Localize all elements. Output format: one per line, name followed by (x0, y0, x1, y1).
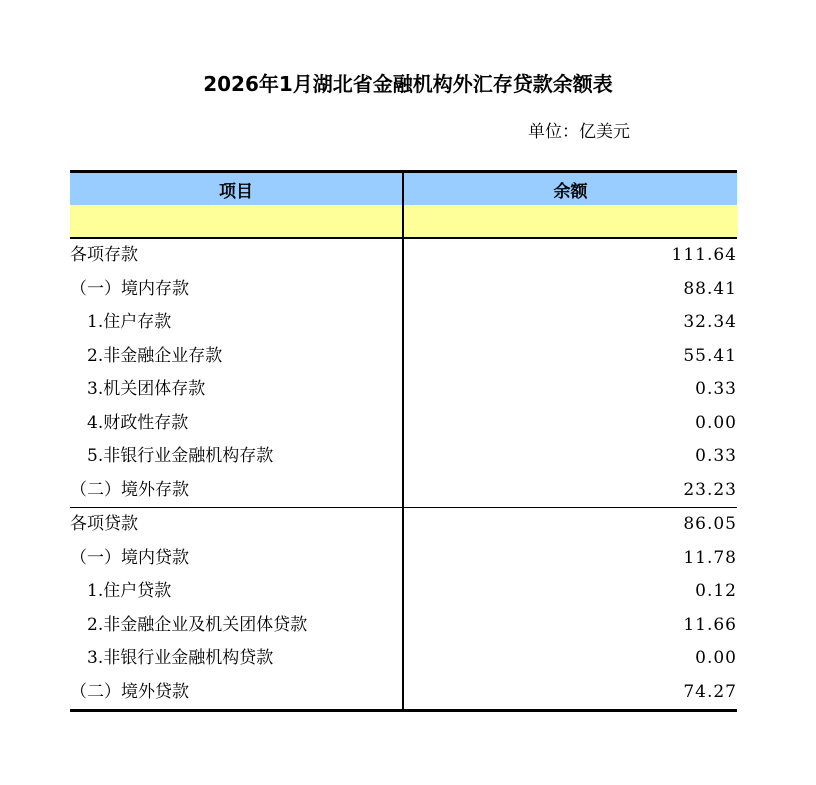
table-row (70, 340, 737, 374)
balance-table (70, 170, 737, 712)
row-label: 2.非金融企业存款 (70, 340, 403, 374)
header-item: 项目 (70, 172, 403, 206)
band-cell-balance (403, 205, 737, 238)
row-label: 各项贷款 (70, 508, 403, 542)
row-label: （二）境外存款 (70, 474, 403, 508)
row-label: 2.非金融企业及机关团体贷款 (70, 609, 403, 643)
row-value: 55.41 (683, 345, 737, 366)
row-label: 5.非银行业金融机构存款 (70, 440, 403, 474)
row-label: 4.财政性存款 (70, 407, 403, 441)
band-cell-item (70, 205, 403, 238)
table-row (70, 575, 737, 609)
table-row (70, 642, 737, 676)
row-value: 11.66 (683, 614, 737, 635)
row-value: 86.05 (683, 514, 737, 535)
table-row (70, 306, 737, 340)
row-value: 111.64 (671, 245, 737, 266)
table-row (70, 474, 737, 508)
row-value: 11.78 (683, 547, 737, 568)
table-row (70, 508, 737, 542)
row-value: 0.00 (695, 648, 737, 669)
row-label: （二）境外贷款 (70, 676, 403, 711)
table-row (70, 542, 737, 576)
row-label: （一）境内存款 (70, 273, 403, 307)
header-row (70, 172, 737, 206)
row-value: 0.00 (695, 412, 737, 433)
row-label: （一）境内贷款 (70, 542, 403, 576)
row-value: 0.12 (695, 581, 737, 602)
table-row (70, 407, 737, 441)
row-value: 32.34 (683, 312, 737, 333)
header-balance: 余额 (403, 172, 737, 206)
row-value: 74.27 (403, 676, 737, 711)
table-row (70, 676, 737, 711)
row-value: 23.23 (403, 474, 737, 508)
row-value: 88.41 (683, 278, 737, 299)
row-label: 各项存款 (70, 238, 403, 273)
table-row (70, 238, 737, 273)
row-value: 0.33 (695, 379, 737, 400)
row-label: 1.住户存款 (70, 306, 403, 340)
row-label: 1.住户贷款 (70, 575, 403, 609)
row-label: 3.非银行业金融机构贷款 (70, 642, 403, 676)
page-title: 2026年1月湖北省金融机构外汇存贷款余额表 (203, 72, 613, 96)
table-row (70, 440, 737, 474)
row-label: 3.机关团体存款 (70, 373, 403, 407)
unit-label: 单位：亿美元 (528, 122, 630, 142)
header-band (70, 205, 737, 238)
table-row (70, 609, 737, 643)
table-row (70, 273, 737, 307)
table-row (70, 373, 737, 407)
row-value: 0.33 (695, 446, 737, 467)
